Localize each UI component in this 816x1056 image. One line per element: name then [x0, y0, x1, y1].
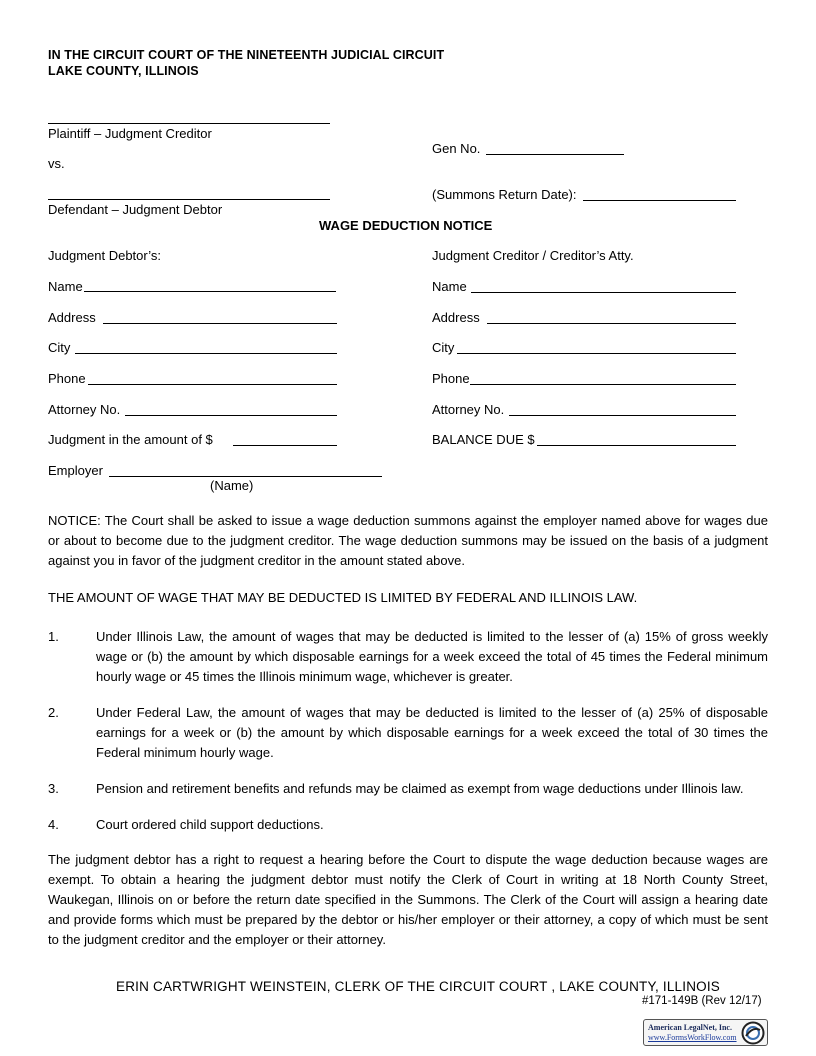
limit-heading: THE AMOUNT OF WAGE THAT MAY BE DEDUCTED IS LIMITED BY FEDERAL AND ILLINOIS LAW.	[48, 590, 638, 605]
item-2-number: 2.	[48, 705, 59, 720]
debtor-name-label: Name	[48, 279, 83, 294]
american-legalnet-logo[interactable]	[643, 1019, 768, 1046]
debtor-heading: Judgment Debtor’s:	[48, 248, 161, 263]
creditor-address-field[interactable]	[487, 323, 736, 324]
court-name: IN THE CIRCUIT COURT OF THE NINETEENTH JUDICIAL CIRCUIT	[48, 48, 445, 62]
item-4-number: 4.	[48, 817, 59, 832]
logo-website-link[interactable]: www.FormsWorkFlow.com	[648, 1033, 737, 1042]
judgment-amount-label: Judgment in the amount of $	[48, 432, 213, 447]
court-county: LAKE COUNTY, ILLINOIS	[48, 64, 199, 78]
creditor-phone-label: Phone	[432, 371, 470, 386]
logo-company-name: American LegalNet, Inc.	[648, 1023, 732, 1032]
vs-label: vs.	[48, 156, 65, 171]
hearing-paragraph: The judgment debtor has a right to request a hearing before the Court to dispute the wage deduction because wages are exempt. To obtain a hearing the judgment debtor must notify the Clerk of Court in writing at 18 North County Street, Waukegan, Illinois on or before the return date specified in the Summons. The Clerk of the Court will assign a hearing date and provide forms which must be prepared by the debtor or his/her employer or their attorney, a copy of which must be sent to the judgment creditor and the employer or their attorney.	[48, 852, 768, 947]
creditor-name-label: Name	[432, 279, 467, 294]
debtor-phone-field[interactable]	[88, 384, 337, 385]
gen-no-label: Gen No.	[432, 141, 481, 156]
item-2-text: Under Federal Law, the amount of wages that may be deducted is limited to the lesser of (a) 25% of disposable earnings for a week or (b) the amount by which disposable earnings for a week exceed the total of 30 times the Federal minimum hourly wage.	[96, 705, 768, 760]
debtor-name-field[interactable]	[84, 291, 336, 292]
summons-return-label: (Summons Return Date):	[432, 187, 577, 202]
item-1-number: 1.	[48, 629, 59, 644]
clerk-footer: ERIN CARTWRIGHT WEINSTEIN, CLERK OF THE CIRCUIT COURT , LAKE COUNTY, ILLINOIS	[116, 979, 720, 994]
item-4-text: Court ordered child support deductions.	[96, 817, 324, 832]
debtor-address-label: Address	[48, 310, 96, 325]
creditor-city-field[interactable]	[457, 353, 736, 354]
form-number: #171-149B (Rev 12/17)	[642, 995, 762, 1007]
globe-icon	[741, 1021, 765, 1045]
judgment-amount-field[interactable]	[233, 445, 337, 446]
employer-field[interactable]	[109, 476, 382, 477]
summons-return-field[interactable]	[583, 200, 736, 201]
item-3-text: Pension and retirement benefits and refunds may be claimed as exempt from wage deductions under Illinois law.	[96, 781, 744, 796]
balance-due-label: BALANCE DUE $	[432, 432, 535, 447]
creditor-city-label: City	[432, 340, 455, 355]
debtor-attorney-label: Attorney No.	[48, 402, 121, 417]
notice-paragraph: NOTICE: The Court shall be asked to issue a wage deduction summons against the employer named above for wages due or about to become due to the judgment creditor. The wage deduction summons may be issued on the basis of a judgment against you in favor of the judgment creditor in the amount stated above.	[48, 513, 768, 568]
creditor-address-label: Address	[432, 310, 480, 325]
debtor-address-field[interactable]	[103, 323, 337, 324]
plaintiff-label: Plaintiff – Judgment Creditor	[48, 126, 212, 141]
defendant-label: Defendant – Judgment Debtor	[48, 202, 223, 217]
creditor-heading: Judgment Creditor / Creditor’s Atty.	[432, 248, 634, 263]
debtor-attorney-field[interactable]	[125, 415, 337, 416]
creditor-name-field[interactable]	[471, 292, 736, 293]
debtor-phone-label: Phone	[48, 371, 86, 386]
gen-no-field[interactable]	[486, 154, 624, 155]
creditor-attorney-field[interactable]	[509, 415, 736, 416]
employer-label: Employer	[48, 463, 103, 478]
form-title: WAGE DEDUCTION NOTICE	[319, 218, 493, 233]
balance-due-field[interactable]	[537, 445, 736, 446]
debtor-city-field[interactable]	[75, 353, 337, 354]
item-3-number: 3.	[48, 781, 59, 796]
item-1-text: Under Illinois Law, the amount of wages that may be deducted is limited to the lesser of (a) 15% of gross weekly wage or (b) the amount by which disposable earnings for a week exceed the total of 45 times the Federal minimum hourly wage or 45 times the Illinois minimum wage, whichever is greater.	[96, 629, 768, 684]
debtor-city-label: City	[48, 340, 71, 355]
creditor-attorney-label: Attorney No.	[432, 402, 505, 417]
defendant-line[interactable]	[48, 199, 330, 200]
creditor-phone-field[interactable]	[470, 384, 736, 385]
plaintiff-line[interactable]	[48, 123, 330, 124]
employer-sub-label: (Name)	[210, 478, 254, 493]
